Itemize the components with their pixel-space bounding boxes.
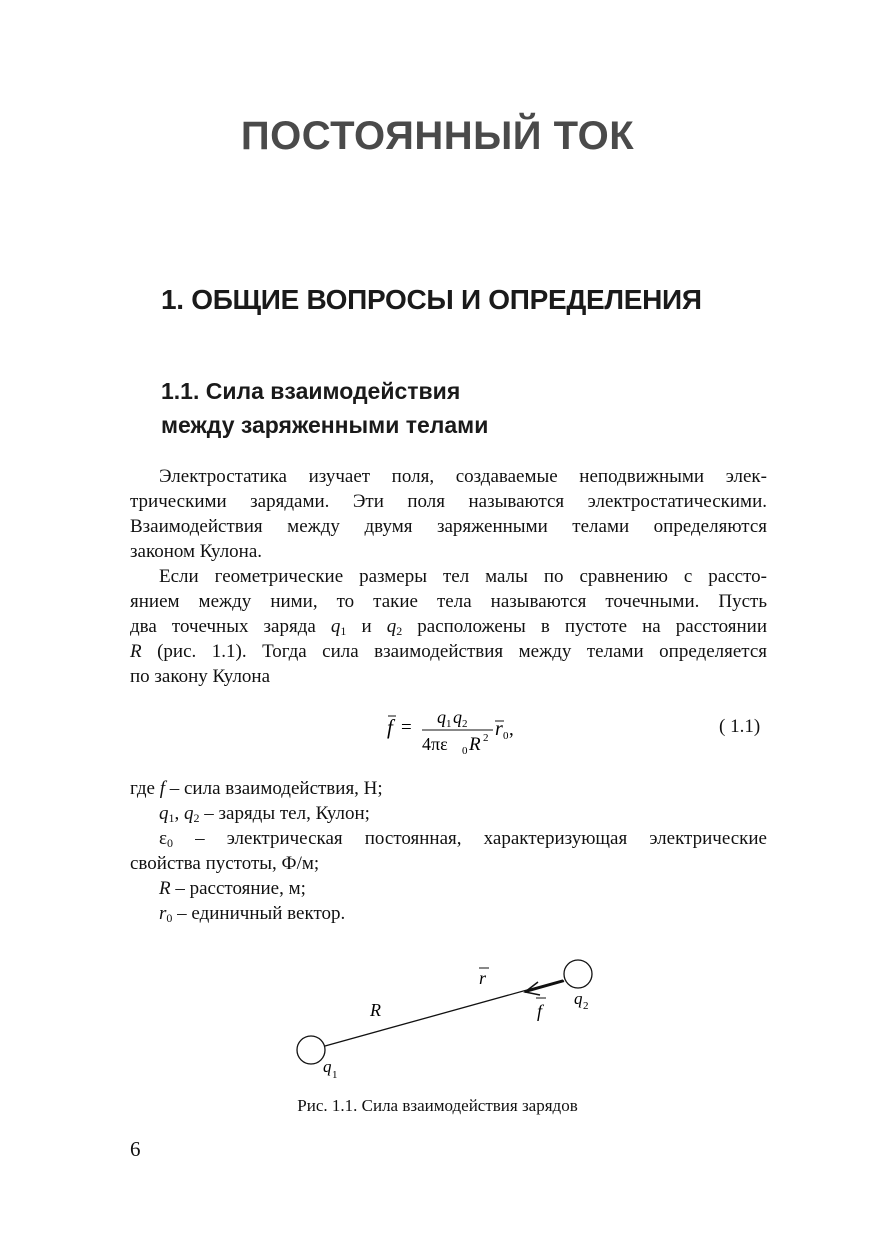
charge-q1-circle: [297, 1036, 325, 1064]
equation-number: ( 1.1): [719, 716, 761, 737]
formula-den-sup2: 2: [483, 732, 489, 744]
label-q2-sub: 2: [583, 1000, 589, 1012]
paragraph-line: янием между ними, то такие тела называются точечными. Пусть: [130, 591, 767, 612]
formula-den: 4πε: [422, 734, 448, 754]
definition-eps-cont: свойства пустоты, Ф/м;: [130, 853, 320, 874]
label-f: f: [537, 1001, 543, 1021]
paragraph-line: Взаимодействия между двумя заряженными телами определяются: [130, 516, 767, 537]
subsection-heading-line-1: 1.1. Сила взаимодействия: [161, 378, 461, 404]
formula-comma: ,: [509, 719, 514, 740]
page-number: 6: [130, 1137, 141, 1161]
page-title: ПОСТОЯННЫЙ ТОК: [240, 114, 635, 158]
subsection-heading-line-2: между заряженными телами: [161, 412, 489, 438]
charge-q2-circle: [564, 960, 592, 988]
definitions-list: [130, 776, 767, 926]
formula-num-sub2: 2: [462, 718, 468, 730]
paragraph-line: два точечных заряда $q_1$ и $q_2$ расположены в пустоте на расстоянии: [130, 616, 768, 638]
force-vector: [525, 981, 564, 992]
definition-f: где f – сила взаимодействия, Н;: [130, 778, 383, 799]
definition-q: $q_1$, $q_2$ – заряды тел, Кулон;: [159, 803, 370, 825]
formula-f: f: [387, 715, 393, 739]
coulomb-formula: [384, 704, 584, 760]
formula-den-R: R: [469, 734, 481, 755]
label-q2: q: [574, 989, 583, 1008]
paragraph-line: трическими зарядами. Эти поля называются электростатическими.: [130, 491, 767, 512]
paragraph-electrostatics: [130, 464, 767, 564]
paragraph-line: Электростатика изучает поля, создаваемые неподвижными элек-: [159, 466, 767, 487]
paragraph-line: R (рис. 1.1). Тогда сила взаимодействия между телами определяется: [130, 641, 767, 662]
paragraph-line: по закону Кулона: [130, 666, 271, 687]
label-r: r: [479, 968, 487, 988]
definition-eps: $\varepsilon_0$ – электрическая постоянная, характеризующая электрические: [159, 828, 767, 850]
formula-equals: =: [401, 717, 412, 738]
figure-charges-diagram: [280, 950, 620, 1090]
section-heading: 1. ОБЩИЕ ВОПРОСЫ И ОПРЕДЕЛЕНИЯ: [161, 284, 702, 315]
formula-num-q2: q: [453, 707, 462, 727]
figure-caption: Рис. 1.1. Сила взаимодействия зарядов: [297, 1096, 578, 1115]
subsection-heading: [161, 374, 488, 442]
paragraph-line: Если геометрические размеры тел малы по сравнению с рассто-: [159, 566, 767, 587]
paragraph-point-charges: [130, 564, 767, 689]
formula-den-sub0: 0: [462, 745, 468, 757]
formula-num-sub1: 1: [446, 718, 452, 730]
label-q1-sub: 1: [332, 1069, 338, 1081]
label-R: R: [370, 1000, 381, 1020]
formula-r: r: [495, 718, 503, 740]
paragraph-line: законом Кулона.: [130, 541, 263, 562]
formula-r-sub0: 0: [503, 730, 509, 742]
definition-R: R – расстояние, м;: [159, 878, 306, 899]
label-q1: q: [323, 1057, 332, 1076]
formula-num-q1: q: [437, 707, 446, 727]
definition-r0: $r_0$ – единичный вектор.: [159, 903, 346, 925]
